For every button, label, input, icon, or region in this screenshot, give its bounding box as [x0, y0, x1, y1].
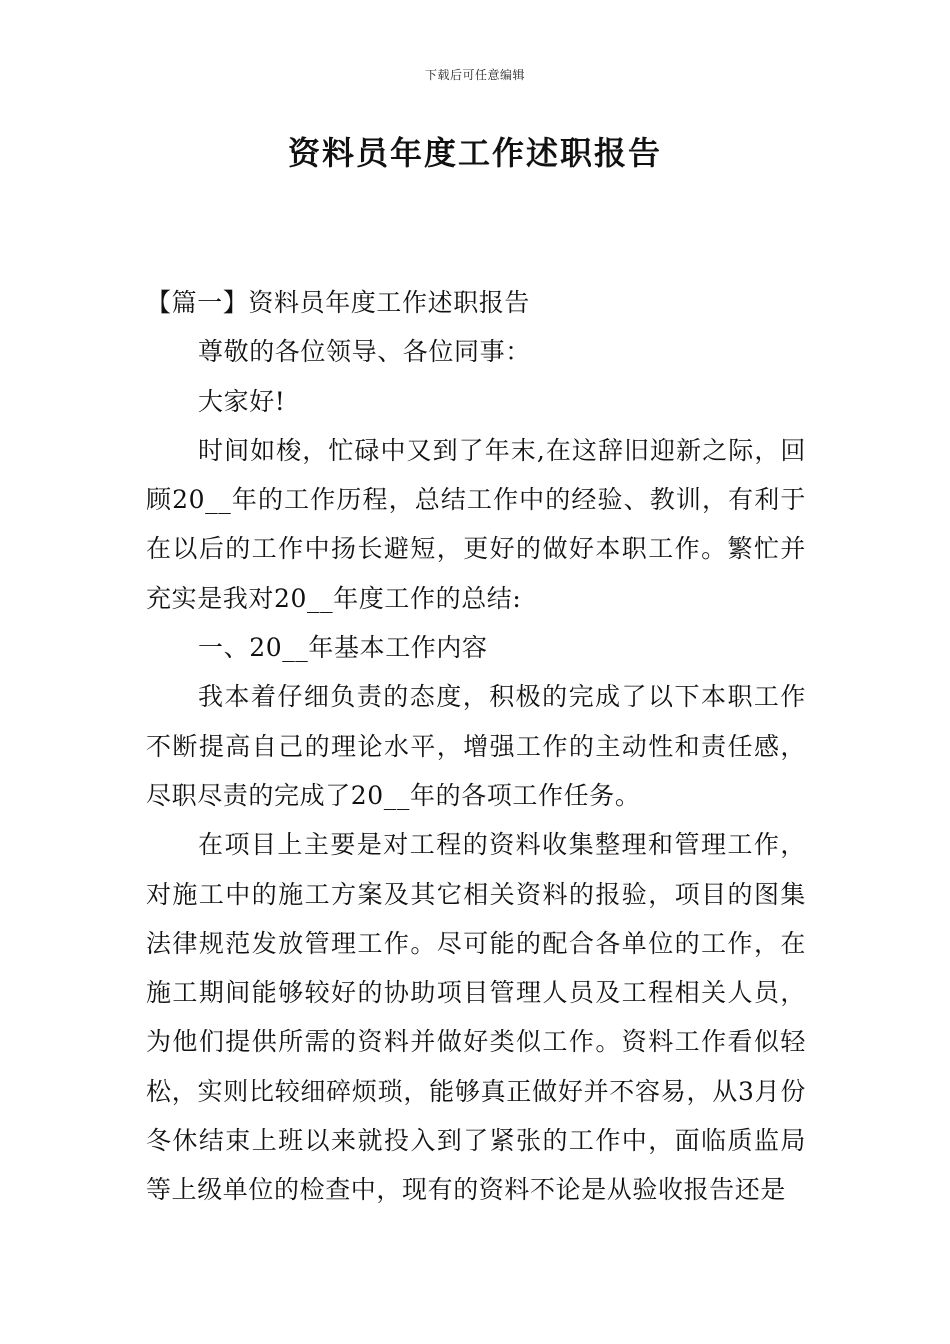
subsection-heading: 一、20__年基本工作内容 — [198, 633, 488, 663]
header-note: 下载后可任意编辑 — [424, 68, 525, 82]
section-heading: 【篇一】资料员年度工作述职报告 — [146, 288, 531, 317]
body-paragraph: 时间如梭，忙碌中又到了年末,在这辞旧迎新之际，回顾20__年的工作历程，总结工作中的经验、教训，有利于在以后的工作中扬长避短，更好的做好本职工作。繁忙并充实是我对20__年度工作的总结: — [146, 435, 806, 613]
document-title: 资料员年度工作述职报告 — [287, 134, 662, 172]
document-body — [146, 278, 806, 1215]
greeting: 大家好! — [198, 386, 286, 416]
body-paragraph: 我本着仔细负责的态度，积极的完成了以下本职工作不断提高自己的理论水平，增强工作的主动性和责任感，尽职尽责的完成了20__年的各项工作任务。 — [146, 682, 806, 810]
salutation: 尊敬的各位领导、各位同事： — [198, 337, 531, 367]
body-paragraph: 在项目上主要是对工程的资料收集整理和管理工作，对施工中的施工方案及其它相关资料的报验，项目的图集法律规范发放管理工作。尽可能的配合各单位的工作，在施工期间能够较好的协助项目管理人员及工程相关人员，为他们提供所需的资料并做好类似工作。资料工作看似轻松，实则比较细碎烦琐，能够真正做好并不容易，从3月份冬休结束上班以来就投入到了紧张的工作中，面临质监局等上级单位的检查中，现有的资料不论是从验收报告还是 — [146, 830, 806, 1205]
